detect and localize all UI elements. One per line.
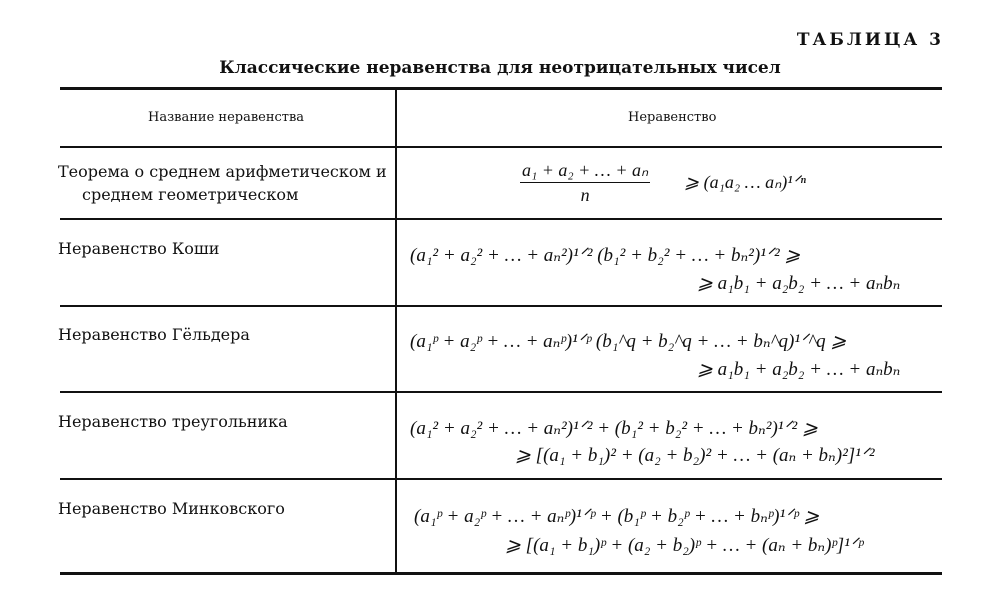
row-divider: [60, 478, 942, 480]
table-label: ТАБЛИЦА 3: [796, 30, 944, 50]
row-name: Неравенство треугольника: [58, 412, 288, 431]
column-divider: [395, 90, 397, 574]
inequality-line: (a₁ᵖ + a₂ᵖ + … + aₙᵖ)¹ᐟᵖ (b₁^q + b₂^q + … + bₙ^q)¹ᐟ^q ⩾: [410, 331, 847, 352]
row-name: Неравенство Коши: [58, 239, 220, 258]
header-name-column: Название неравенства: [148, 110, 305, 125]
am-gm-rhs: ⩾ (a₁a₂ … aₙ)¹ᐟⁿ: [684, 172, 806, 192]
row-name: Неравенство Минковского: [58, 499, 285, 518]
row-divider: [60, 391, 942, 393]
fraction-numerator: a₁ + a₂ + … + aₙ: [520, 160, 650, 183]
bottom-rule: [60, 572, 942, 575]
header-inequality-column: Неравенство: [628, 110, 717, 125]
row-name-line: среднем геометрическом: [82, 185, 299, 204]
inequality-line: (a₁ᵖ + a₂ᵖ + … + aₙᵖ)¹ᐟᵖ + (b₁ᵖ + b₂ᵖ + … + bₙᵖ)¹ᐟᵖ ⩾: [414, 506, 820, 527]
top-rule: [60, 87, 942, 90]
inequality-line: ⩾ a₁b₁ + a₂b₂ + … + aₙbₙ: [697, 273, 901, 294]
row-name: [58, 160, 388, 206]
am-gm-fraction: [520, 160, 650, 206]
inequality-line: (a₁² + a₂² + … + aₙ²)¹ᐟ² (b₁² + b₂² + … + bₙ²)¹ᐟ² ⩾: [410, 245, 801, 266]
header-rule: [60, 146, 942, 148]
row-divider: [60, 305, 942, 307]
row-name-line: Теорема о среднем арифметическом и: [58, 162, 387, 181]
row-name: Неравенство Гёльдера: [58, 325, 250, 344]
inequality-line: ⩾ [(a₁ + b₁)² + (a₂ + b₂)² + … + (aₙ + bₙ)²]¹ᐟ²: [515, 445, 875, 466]
inequality-line: (a₁² + a₂² + … + aₙ²)¹ᐟ² + (b₁² + b₂² + … + bₙ²)¹ᐟ² ⩾: [410, 418, 818, 439]
row-divider: [60, 218, 942, 220]
inequality-line: ⩾ [(a₁ + b₁)ᵖ + (a₂ + b₂)ᵖ + … + (aₙ + bₙ)ᵖ]¹ᐟᵖ: [505, 535, 864, 556]
table-caption: Классические неравенства для неотрицательных чисел: [219, 58, 781, 78]
fraction-denominator: n: [580, 185, 590, 205]
inequality-line: ⩾ a₁b₁ + a₂b₂ + … + aₙbₙ: [697, 359, 901, 380]
